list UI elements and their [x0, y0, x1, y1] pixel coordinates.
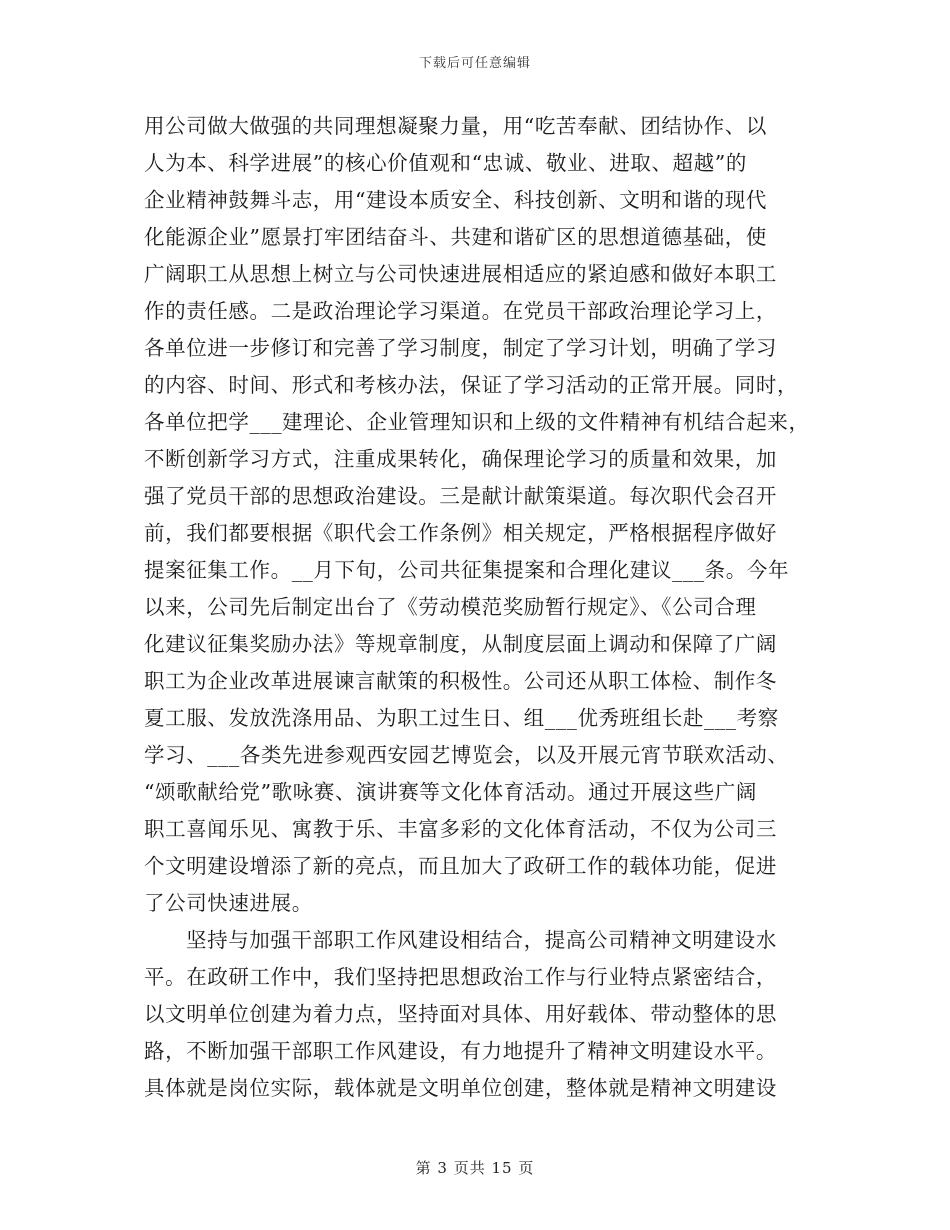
text-line: 企业精神鼓舞斗志，用“建设本质安全、科技创新、文明和谐的现代	[144, 188, 767, 212]
text-line: 广阔职工从思想上树立与公司快速进展相适应的紧迫感和做好本职工	[144, 262, 777, 286]
text-line: “颂歌献给党”歌咏赛、演讲赛等文化体育活动。通过开展这些广阔	[144, 780, 757, 804]
text-line: 学习、___各类先进参观西安园艺博览会，以及开展元宵节联欢活动、	[144, 743, 789, 767]
text-line: 各单位把学___建理论、企业管理知识和上级的文件精神有机结合起来，	[144, 410, 810, 434]
paragraph-start-line: 坚持与加强干部职工作风建设相结合，提高公司精神文明建设水	[186, 928, 777, 952]
text-line: 职工为企业改革进展谏言献策的积极性。公司还从职工体检、制作冬	[144, 669, 777, 693]
text-line: 夏工服、发放洗涤用品、为职工过生日、组___优秀班组长赴___考察	[144, 706, 779, 730]
text-line: 强了党员干部的思想政治建设。三是献计献策渠道。每次职代会召开	[144, 484, 777, 508]
text-line: 人为本、科学进展”的核心价值观和“忠诚、敬业、进取、超越”的	[144, 151, 747, 175]
text-line: 提案征集工作。__月下旬，公司共征集提案和合理化建议___条。今年	[144, 558, 790, 582]
text-line: 化能源企业”愿景打牢团结奋斗、共建和谐矿区的思想道德基础，使	[144, 225, 767, 249]
text-line: 路，不断加强干部职工作风建设，有力地提升了精神文明建设水平。	[144, 1039, 777, 1063]
text-line: 用公司做大做强的共同理想凝聚力量，用“吃苦奉献、团结协作、以	[144, 114, 767, 138]
document-body	[144, 108, 824, 1107]
page-header: 下载后可任意编辑	[418, 56, 531, 71]
text-line: 具体就是岗位实际，载体就是文明单位创建，整体就是精神文明建设	[144, 1076, 777, 1100]
text-line: 职工喜闻乐见、寓教于乐、丰富多彩的文化体育活动，不仅为公司三	[144, 817, 777, 841]
text-line: 化建议征集奖励办法》等规章制度，从制度层面上调动和保障了广阔	[144, 632, 777, 656]
text-line: 不断创新学习方式，注重成果转化，确保理论学习的质量和效果，加	[144, 447, 777, 471]
text-line: 作的责任感。二是政治理论学习渠道。在党员干部政治理论学习上，	[144, 299, 777, 323]
text-line: 以来，公司先后制定出台了《劳动模范奖励暂行规定》、《公司合理	[144, 595, 757, 619]
text-line: 各单位进一步修订和完善了学习制度，制定了学习计划，明确了学习	[144, 336, 777, 360]
text-line: 个文明建设增添了新的亮点，而且加大了政研工作的载体功能，促进	[144, 854, 777, 878]
text-line: 的内容、时间、形式和考核办法，保证了学习活动的正常开展。同时，	[144, 373, 799, 397]
text-line: 以文明单位创建为着力点，坚持面对具体、用好载体、带动整体的思	[144, 1002, 777, 1026]
text-line: 了公司快速进展。	[144, 891, 313, 915]
text-line: 平。在政研工作中，我们坚持把思想政治工作与行业特点紧密结合，	[144, 965, 777, 989]
page-footer: 第 3 页共 15 页	[415, 1159, 535, 1177]
text-line: 前，我们都要根据《职代会工作条例》相关规定，严格根据程序做好	[144, 521, 777, 545]
